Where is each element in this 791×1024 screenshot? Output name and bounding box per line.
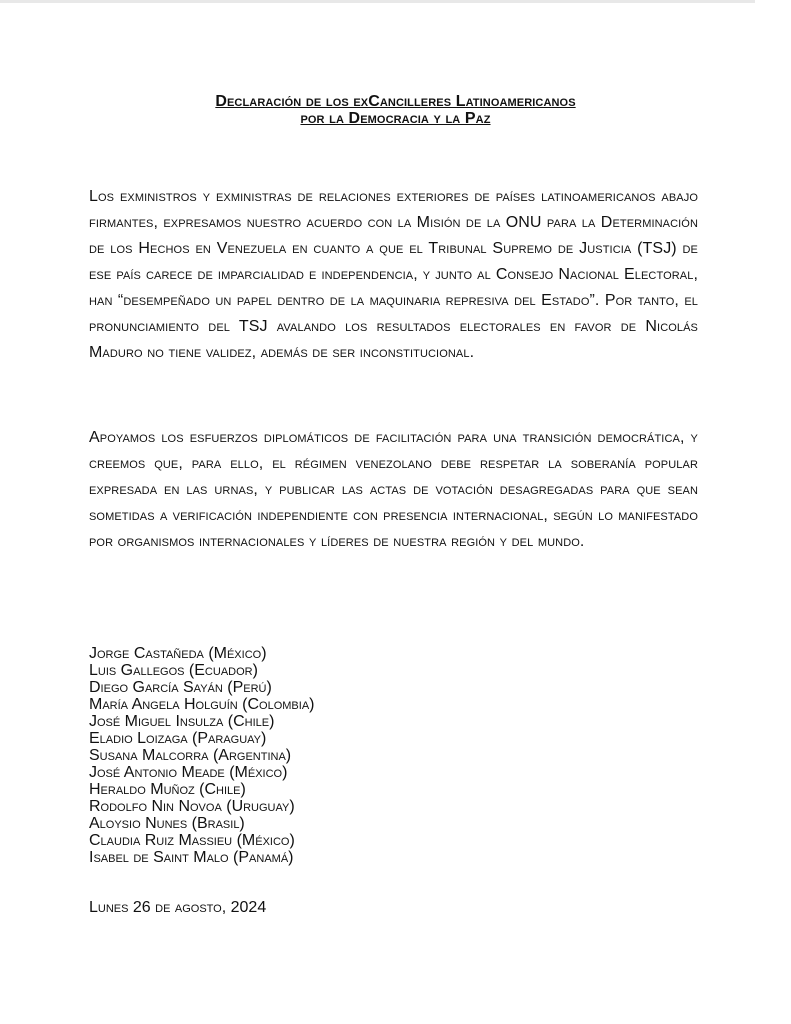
- title-line-2: por la Democracia y la Paz: [300, 110, 491, 127]
- title-line-1: Declaración de los exCancilleres Latinoamericanos: [215, 93, 576, 110]
- signer-item: María Angela Holguín (Colombia): [89, 696, 315, 713]
- signer-item: Eladio Loizaga (Paraguay): [89, 730, 267, 747]
- signer-item: José Antonio Meade (México): [89, 764, 288, 781]
- document-date: Lunes 26 de agosto, 2024: [89, 899, 267, 916]
- signer-item: Isabel de Saint Malo (Panamá): [89, 849, 294, 866]
- paragraph-1: Los exministros y exministras de relaciones exteriores de países latinoamericanos abajo firmantes, expresamos nuestro acuerdo con la Misión de la ONU para la Determinación de los Hechos en Venezuela en cuanto a que el Tribunal Supremo de Justicia (TSJ) de ese país carece de imparcialidad e independencia, y junto al Consejo Nacional Electoral, han “desempeñado un papel dentro de la maquinaria represiva del Estado”. Por tanto, el pronunciamiento del TSJ avalando los resultados electorales en favor de Nicolás Maduro no tiene validez, además de ser inconstitucional.: [89, 188, 698, 361]
- signer-item: Jorge Castañeda (México): [89, 645, 267, 662]
- signer-item: Susana Malcorra (Argentina): [89, 747, 292, 764]
- signer-item: Aloysio Nunes (Brasil): [89, 815, 245, 832]
- signer-item: Heraldo Muñoz (Chile): [89, 781, 246, 798]
- document-title: [0, 93, 791, 127]
- signer-item: José Miguel Insulza (Chile): [89, 713, 275, 730]
- signer-item: Diego García Sayán (Perú): [89, 679, 272, 696]
- signers-list: [89, 645, 489, 866]
- paragraph-2: Apoyamos los esfuerzos diplomáticos de facilitación para una transición democrática, y creemos que, para ello, el régimen venezolano debe respetar la soberanía popular expresada en las urnas, y publicar las actas de votación desagregadas para que sean sometidas a verificación independiente con presencia internacional, según lo manifestado por organismos internacionales y líderes de nuestra región y del mundo.: [89, 429, 698, 550]
- signer-item: Claudia Ruiz Massieu (México): [89, 832, 295, 849]
- signer-item: Luis Gallegos (Ecuador): [89, 662, 258, 679]
- signer-item: Rodolfo Nin Novoa (Uruguay): [89, 798, 295, 815]
